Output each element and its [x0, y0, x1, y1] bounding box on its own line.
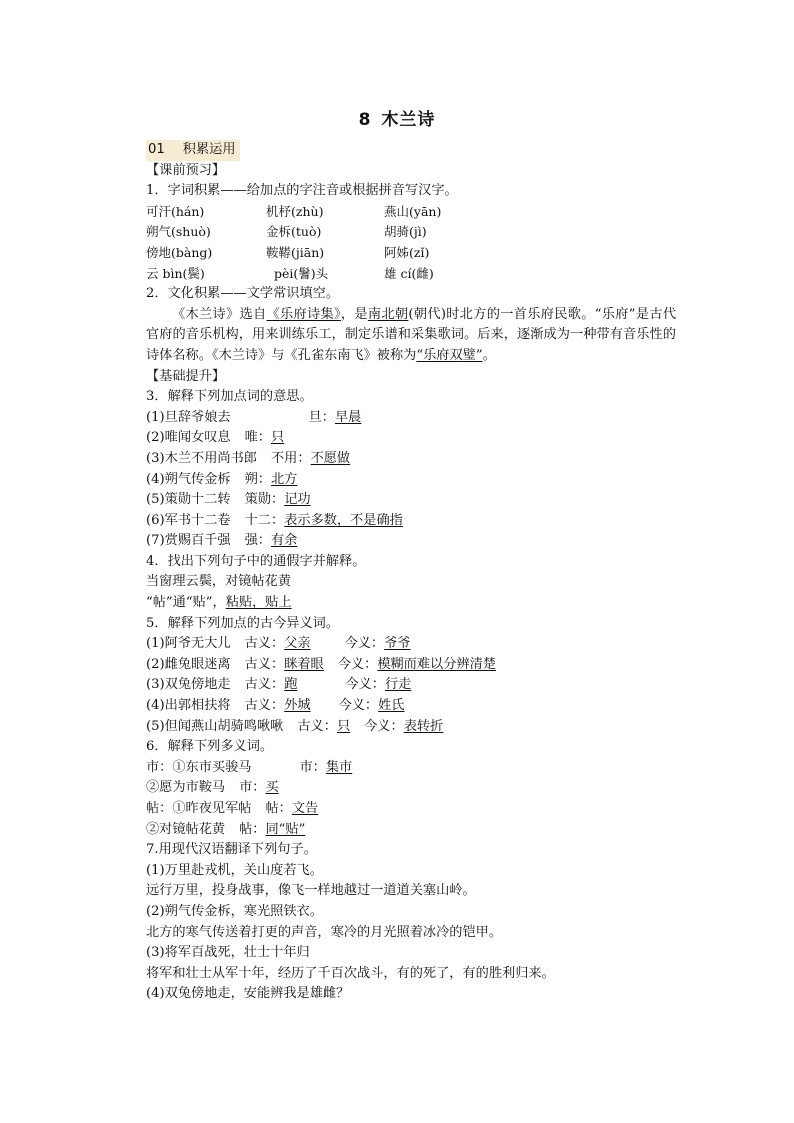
q4-answer: 粘贴，贴上 [225, 595, 292, 611]
q3-question: (1)旦辞爷娘去 [146, 409, 231, 425]
q6-item [146, 758, 676, 779]
q5-question: (3)双兔傍地走 [146, 677, 231, 693]
q5-modern-key: 今义： [337, 656, 378, 672]
q2-answer: 南北朝 [367, 306, 409, 322]
pinyin-item: 云 bìn(鬓) [146, 265, 205, 281]
q6-item [146, 820, 676, 841]
q6-question: 帖：①昨夜见军帖 [146, 801, 252, 816]
q1-stem: 1．字词积累——给加点的字注音或根据拼音写汉字。 [146, 183, 458, 199]
q7-question: (2)朔气传金柝，寒光照铁衣。 [146, 903, 323, 919]
q7-question: (1)万里赴戎机，关山度若飞。 [146, 862, 323, 878]
q1-row [146, 243, 676, 264]
q3-question: (5)策勋十二转 [146, 492, 231, 508]
q1-row [146, 264, 676, 285]
pinyin-item: 朔气(shuò) [146, 224, 211, 240]
q3-key: 不用： [271, 450, 311, 466]
pinyin-item: 胡骑(jì) [384, 224, 427, 240]
q3-key: 强： [244, 533, 271, 549]
q5-ancient-key: 古义： [244, 677, 285, 693]
q3-question: (3)木兰不用尚书郎 [146, 450, 257, 466]
q7-answer: 北方的寒气传送着打更的声音，寒冷的月光照着冰冷的铠甲。 [146, 924, 503, 940]
q2-stem: 2．文化积累——文学常识填空。 [146, 286, 340, 302]
q3-key: 旦： [308, 409, 335, 425]
q3-answer: 不愿做 [310, 450, 351, 466]
q6-answer: 文告 [291, 801, 319, 816]
q2-text: 。 [482, 347, 496, 363]
q3-item [146, 511, 676, 532]
q5-modern-answer: 表转折 [403, 718, 444, 734]
q5-item [146, 696, 676, 717]
q2-answer: 《乐府诗集》 [266, 306, 341, 322]
q1-row [146, 202, 676, 223]
q5-modern-key: 今义： [345, 677, 385, 693]
q5-item [146, 717, 676, 738]
q6-question: ②对镜帖花黄 [146, 821, 226, 837]
q5-stem: 5．解释下列加点的古今异义词。 [146, 615, 340, 631]
pinyin-item: 阿姊(zǐ) [384, 244, 430, 260]
section-number: 01 [148, 142, 165, 157]
pinyin-item: 可汗(hán) [146, 203, 205, 219]
q3-key: 唯： [244, 430, 271, 446]
section-header [146, 140, 676, 161]
pinyin-item: 傍地(bàng) [146, 244, 213, 260]
pinyin-item: 鞍鞯(jiān) [266, 244, 325, 260]
q3-question: (4)朔气传金柝 [146, 471, 231, 487]
lesson-title: 木兰诗 [381, 110, 436, 130]
q4-stem: 4．找出下列句子中的通假字并解释。 [146, 553, 366, 569]
q6-answer: 同“贴” [265, 821, 306, 837]
q5-ancient-answer: 只 [336, 718, 351, 734]
section-label: 积累运用 [182, 142, 236, 157]
q5-modern-answer: 行走 [384, 677, 412, 693]
q7-question: (4)双兔傍地走，安能辨我是雄雌？ [146, 986, 350, 1002]
q3-answer: 有余 [271, 533, 298, 549]
q3-key: 策勋： [244, 492, 285, 508]
q2-text: 《木兰诗》选自 [172, 306, 267, 322]
pinyin-item: 机杼(zhù) [266, 203, 324, 219]
q6-key: 市： [299, 759, 326, 775]
q5-ancient-key: 古义： [244, 656, 285, 672]
section-badge [146, 140, 240, 161]
q5-question: (4)出郭相扶将 [146, 698, 231, 714]
lesson-number: 8 [358, 110, 372, 130]
q5-modern-key: 今义： [338, 698, 379, 714]
q5-ancient-answer: 跑 [284, 677, 298, 693]
content-body [146, 140, 676, 1005]
q6-stem: 6．解释下列多义词。 [146, 739, 274, 755]
q4-prefix: “帖”通“贴”， [146, 595, 226, 611]
q6-key: 市： [239, 780, 266, 796]
q6-answer: 买 [265, 780, 279, 796]
q5-modern-answer: 姓氏 [378, 698, 405, 714]
q5-ancient-answer: 眯着眼 [284, 656, 324, 672]
q5-ancient-key: 古义： [244, 636, 285, 652]
basic-heading: 【基础提升】 [146, 368, 226, 384]
q5-modern-answer: 爷爷 [384, 636, 411, 652]
preview-heading: 【课前预习】 [146, 162, 226, 178]
q5-item [146, 675, 676, 696]
q6-item [146, 778, 676, 799]
q3-answer: 只 [271, 430, 285, 446]
q7-stem: 7.用现代汉语翻译下列句子。 [146, 842, 317, 858]
q3-answer: 表示多数，不是确指 [284, 512, 403, 528]
q7-answer: 远行万里，投身战事，像飞一样地越过一道道关塞山岭。 [146, 883, 476, 899]
q3-item [146, 531, 676, 552]
q5-ancient-answer: 父亲 [284, 636, 311, 652]
q3-item [146, 408, 676, 429]
q3-question: (2)唯闻女叹息 [146, 430, 231, 446]
page-title [0, 105, 794, 130]
q6-question: 市：①东市买骏马 [146, 759, 252, 775]
q5-ancient-key: 古义： [244, 698, 285, 714]
q5-modern-answer: 模糊而难以分辨清楚 [377, 656, 496, 672]
q3-item [146, 470, 676, 491]
q3-answer: 北方 [271, 471, 298, 487]
q5-ancient-answer: 外城 [284, 698, 311, 714]
q3-key: 朔： [244, 471, 271, 487]
q3-stem: 3．解释下列加点词的意思。 [146, 389, 313, 405]
pinyin-item: 雄 cí(雌) [384, 265, 434, 281]
q2-answer: “乐府双璧” [416, 347, 483, 363]
q4-answer-line [146, 593, 676, 614]
q3-item [146, 428, 676, 449]
q3-key: 十二： [244, 512, 285, 528]
q5-modern-key: 今义： [344, 636, 385, 652]
pinyin-item: pèi(鬐)头 [274, 265, 329, 281]
pinyin-item: 金柝(tuò) [266, 224, 322, 240]
q5-question: (1)阿爷无大儿 [146, 636, 231, 652]
q2-text: (朝代)时北方的一首乐府民歌。“乐府”是古代官府的音乐机构，用来训练乐工，制定乐谱和采集歌词。后来，逐渐成为一种带有音乐性的诗体名称。《木兰诗》与《孔雀东南飞》被称为 [146, 306, 677, 363]
q5-ancient-key: 古义： [297, 718, 337, 734]
q3-answer: 记功 [284, 492, 311, 508]
q3-answer: 早晨 [335, 409, 362, 425]
q3-item [146, 449, 676, 470]
q3-item [146, 490, 676, 511]
q5-question: (5)但闻燕山胡骑鸣啾啾 [146, 718, 284, 734]
q6-key: 帖： [265, 801, 292, 816]
q6-key: 帖： [239, 821, 266, 837]
q4-sentence: 当窗理云鬓，对镜帖花黄 [146, 574, 292, 590]
q6-question: ②愿为市鞍马 [146, 780, 226, 796]
q7-answer: 将军和壮士从军十年，经历了千百次战斗，有的死了，有的胜利归来。 [146, 965, 555, 981]
q1-row [146, 222, 676, 243]
q2-paragraph [146, 305, 676, 367]
q7-question: (3)将军百战死，壮士十年归 [146, 945, 310, 961]
q6-answer: 集市 [325, 759, 353, 775]
q5-question: (2)雌兔眼迷离 [146, 656, 231, 672]
q3-question: (7)赏赐百千强 [146, 533, 231, 549]
q5-item [146, 655, 676, 676]
q2-text: ，是 [340, 306, 368, 322]
q6-item [146, 799, 676, 820]
pinyin-item: 燕山(yān) [384, 203, 442, 219]
q5-modern-key: 今义： [364, 718, 404, 734]
q5-item [146, 634, 676, 655]
q3-question: (6)军书十二卷 [146, 512, 231, 528]
